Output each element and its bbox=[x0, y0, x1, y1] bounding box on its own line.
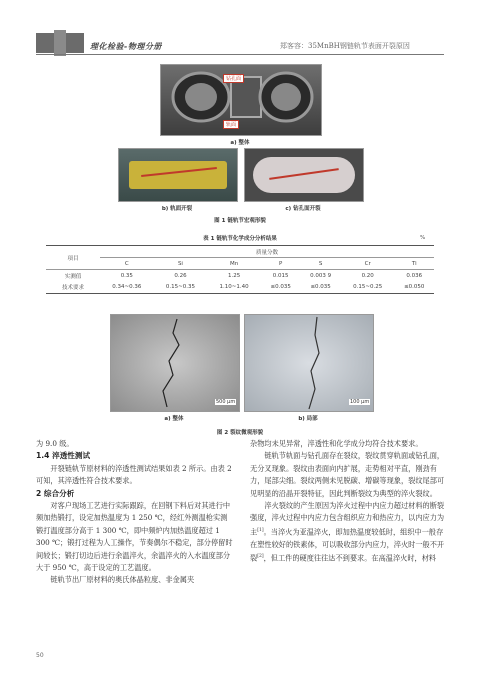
table-cell: 1.25 bbox=[227, 272, 241, 279]
col-header: P bbox=[261, 258, 300, 270]
reference-1[interactable]: [1] bbox=[257, 527, 264, 533]
table-cell: 0.34~0.36 bbox=[112, 283, 142, 290]
reference-2[interactable]: [2] bbox=[257, 554, 264, 560]
text-run: 淬火裂纹的产生原因为淬火过程中内应力超过材料的断裂强度，淬火过程中内应力包含组织应力和热应力，以内应力为主 bbox=[250, 501, 445, 537]
logo-bar bbox=[54, 30, 66, 56]
crack-trace-b bbox=[245, 315, 373, 411]
table-cell: ≤0.050 bbox=[404, 283, 425, 290]
table-cell: 0.26 bbox=[174, 272, 187, 279]
figure2a-caption: a) 整体 bbox=[164, 416, 184, 422]
table-cell: 0.15~0.25 bbox=[353, 283, 383, 290]
section-heading-1-4: 1.4 淬透性测试 bbox=[36, 451, 91, 461]
paragraph: 开裂链轨节原材料的淬透性测试结果如表 2 所示。由表 2 可知，其淬透性符合技术要求。 bbox=[36, 463, 232, 486]
paragraph: 为 9.0 级。 bbox=[36, 439, 74, 448]
header-rule bbox=[36, 54, 444, 55]
table-cell: 0.003 9 bbox=[310, 272, 332, 279]
table1-group-head: 质量分数 bbox=[100, 246, 434, 258]
col-header: Mn bbox=[207, 258, 261, 270]
paragraph: 杂物均未见异常，淬透性和化学成分均符合技术要求。 bbox=[250, 439, 423, 448]
figure2b-caption: b) 局部 bbox=[298, 416, 318, 422]
scale-bar-a: 500 μm bbox=[216, 399, 236, 405]
table-cell: ≤0.035 bbox=[310, 283, 331, 290]
table-cell: ≤0.035 bbox=[270, 283, 291, 290]
paragraph bbox=[250, 500, 446, 565]
row-label: 实测值 bbox=[64, 273, 82, 280]
paragraph: 对客户现场工艺进行实际跟踪，在回钢下料后对其进行中频加热锻打，设定加热温度为 1 250 ℃，经红外测温枪实测锻打温度部分高于 1 300 ℃，即中频炉内加热温度超过 1 300 ℃；锻打过程为人工操作，节奏偶尔不稳定，部分停留时间较长；锻打切边后进行余温淬火，余温淬火的入水温度部分大于 950 ℃，高于设定的工艺温度。 bbox=[36, 501, 233, 573]
label-drill-face: 钻孔面 bbox=[223, 74, 244, 83]
col-header: Si bbox=[154, 258, 208, 270]
left-column bbox=[36, 438, 234, 587]
figure2-caption: 图 2 裂纹微观形貌 bbox=[216, 430, 264, 436]
table-cell: 0.015 bbox=[272, 272, 289, 279]
table-row bbox=[46, 270, 434, 282]
figure1a-photo bbox=[160, 64, 322, 136]
figure2a-micrograph bbox=[110, 314, 240, 412]
paragraph: 链轨节出厂原材料的奥氏体晶粒度、非金属夹 bbox=[50, 575, 195, 585]
right-column bbox=[250, 438, 446, 565]
table1-unit: % bbox=[420, 235, 426, 241]
table-cell: 0.20 bbox=[361, 272, 374, 279]
label-rail-face: 轨面 bbox=[223, 120, 239, 129]
table-cell: 1.10~1.40 bbox=[219, 283, 249, 290]
table-cell: 0.15~0.35 bbox=[165, 283, 196, 290]
scale-bar-b: 100 μm bbox=[350, 399, 370, 405]
table1 bbox=[46, 246, 434, 292]
running-title: 郑客容：35MnBH钢链轨节表面开裂原因 bbox=[280, 42, 410, 50]
page-number: 50 bbox=[36, 652, 44, 659]
col-header: Ti bbox=[395, 258, 434, 270]
table1-col-headers bbox=[46, 258, 434, 270]
table1-row-head: 项目 bbox=[46, 246, 100, 270]
paragraph: 链轨节轨面与钻孔面存在裂纹，裂纹贯穿轨面或钻孔面，无分叉现象。裂纹由表面向内扩展，走势相对平直，刚劲有力，尾部尖细。裂纹两侧未见脱碳、增碳等现象，裂纹尾部可见明显的沿晶开裂特征，因此判断裂纹为典型的淬火裂纹。 bbox=[250, 451, 445, 498]
figure1b-photo bbox=[118, 148, 238, 202]
row-label: 技术要求 bbox=[61, 284, 84, 291]
text-run: ，但工件的硬度往往达不到要求。在高温淬火时，材料 bbox=[263, 553, 437, 563]
col-header: S bbox=[300, 258, 341, 270]
figure1c-photo bbox=[244, 148, 364, 202]
table-row bbox=[46, 281, 434, 292]
figure1-caption: 图 1 链轨节宏观形貌 bbox=[214, 218, 266, 224]
figure1c-caption: c) 钻孔面开裂 bbox=[285, 206, 321, 212]
figure2b-micrograph bbox=[244, 314, 374, 412]
table-cell: 0.036 bbox=[406, 272, 423, 279]
section-heading-2: 2 综合分析 bbox=[36, 488, 75, 498]
figure1a-caption: a) 整体 bbox=[230, 140, 250, 146]
table1-bottom-rule bbox=[46, 293, 434, 294]
figure1b-caption: b) 轨面开裂 bbox=[161, 206, 193, 212]
col-header: Cr bbox=[341, 258, 395, 270]
text-run: 。当淬火为亚温淬火，即加热温度较低时，组织中一般存在塑性较好的铁素体，可以吸收部分内应力，淬火时一般不开裂 bbox=[250, 527, 445, 563]
journal-name: 理化检验-物理分册 bbox=[90, 42, 162, 51]
journal-logo bbox=[36, 30, 96, 56]
table1-caption: 表 1 链轨节化学成分分析结果 bbox=[203, 236, 277, 242]
col-header: C bbox=[100, 258, 154, 270]
crack-trace-a bbox=[111, 315, 239, 411]
table-cell: 0.35 bbox=[120, 272, 133, 279]
